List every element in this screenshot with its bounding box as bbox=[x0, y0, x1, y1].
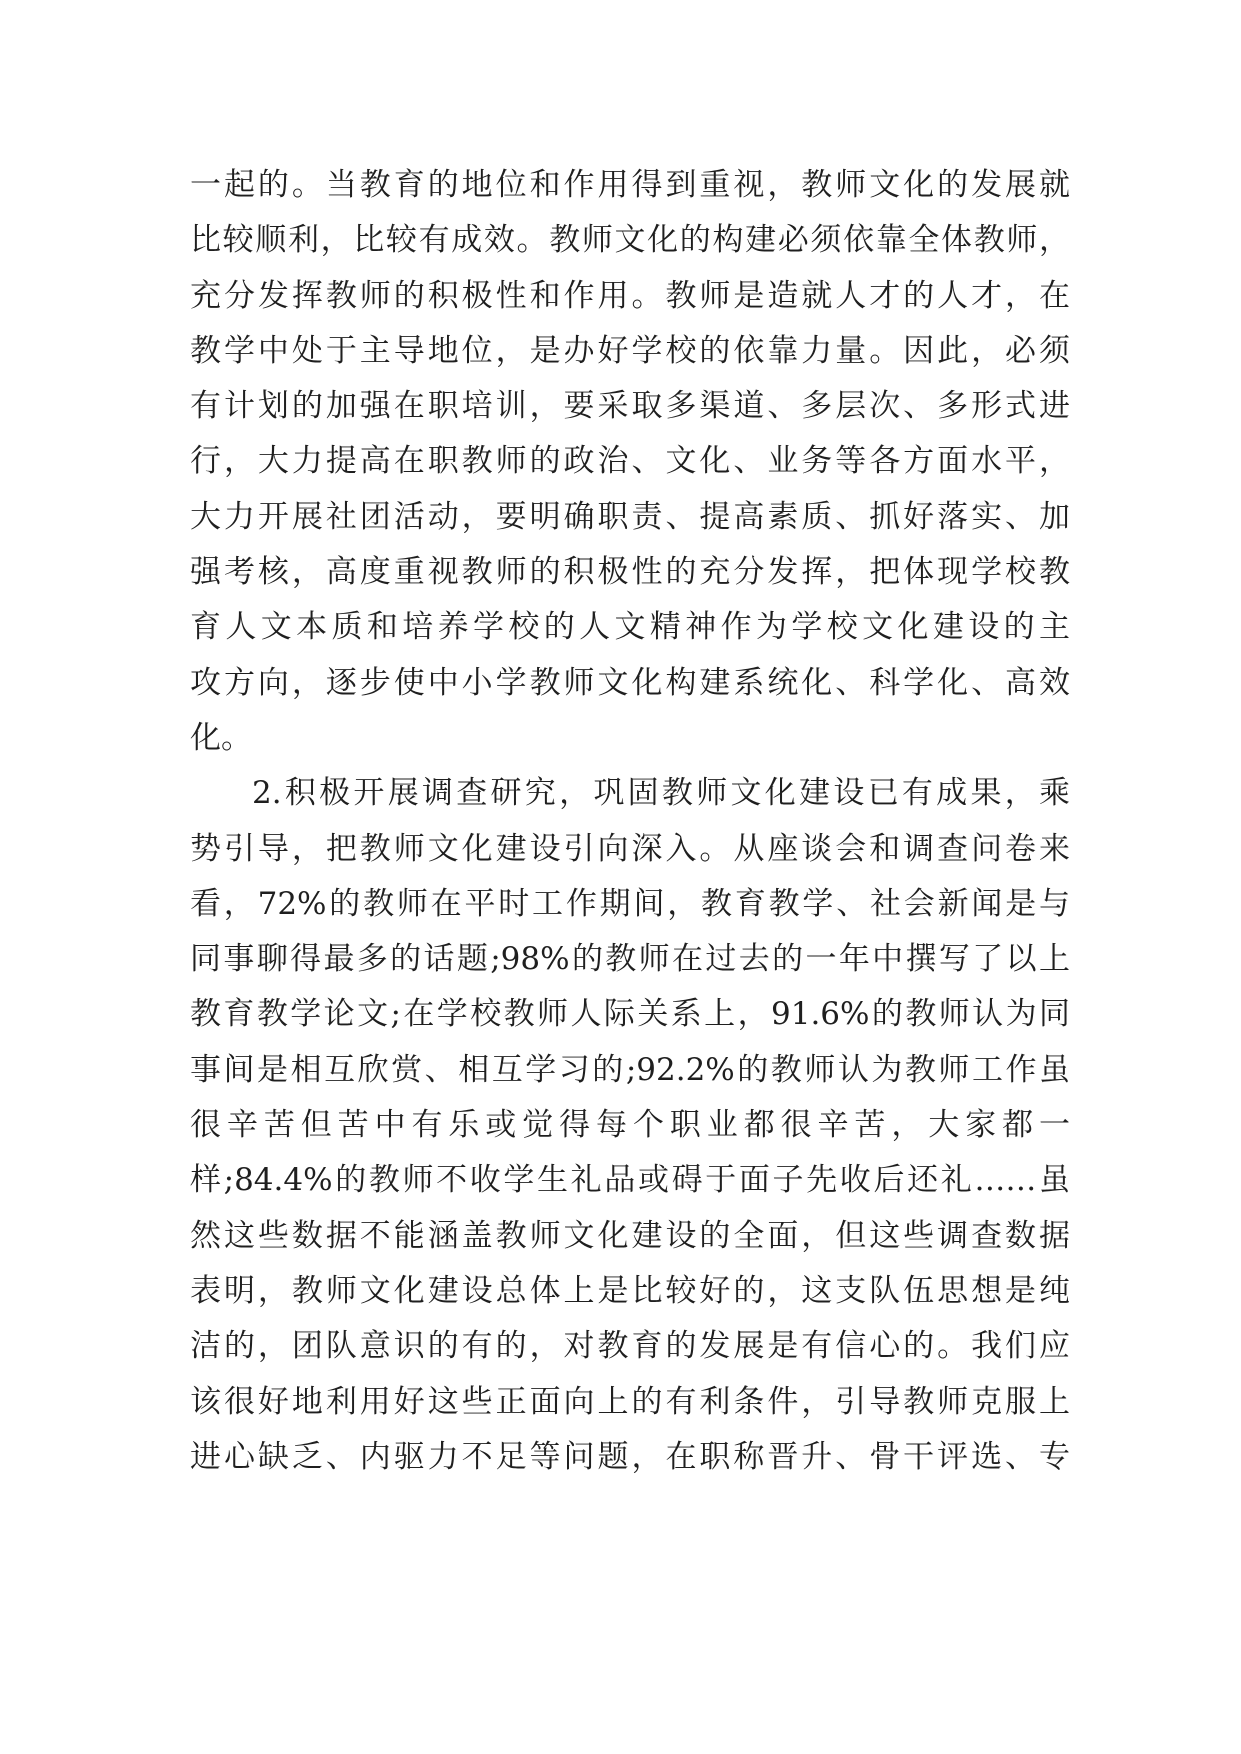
body-text bbox=[190, 158, 1070, 1485]
text-line: 同事聊得最多的话题;98%的教师在过去的一年中撰写了以上 bbox=[190, 941, 1070, 978]
text-line: 事间是相互欣赏、相互学习的;92.2%的教师认为教师工作虽 bbox=[190, 1051, 1070, 1088]
paragraph-1 bbox=[190, 158, 1070, 766]
text-line: 化。 bbox=[190, 719, 252, 756]
text-line: 2.积极开展调查研究，巩固教师文化建设已有成果，乘 bbox=[252, 775, 1070, 812]
text-line: 充分发挥教师的积极性和作用。教师是造就人才的人才，在 bbox=[190, 277, 1070, 314]
text-line: 强考核，高度重视教师的积极性的充分发挥，把体现学校教 bbox=[190, 554, 1070, 591]
text-line: 行，大力提高在职教师的政治、文化、业务等各方面水平， bbox=[190, 443, 1070, 480]
text-line: 表明，教师文化建设总体上是比较好的，这支队伍思想是纯 bbox=[190, 1272, 1070, 1309]
text-line: 有计划的加强在职培训，要采取多渠道、多层次、多形式进 bbox=[190, 388, 1070, 425]
text-line: 然这些数据不能涵盖教师文化建设的全面，但这些调查数据 bbox=[190, 1217, 1070, 1254]
paragraph-2 bbox=[190, 766, 1070, 1485]
text-line: 该很好地利用好这些正面向上的有利条件，引导教师克服上 bbox=[190, 1383, 1070, 1420]
text-line: 教育教学论文;在学校教师人际关系上，91.6%的教师认为同 bbox=[190, 996, 1070, 1033]
text-line: 攻方向，逐步使中小学教师文化构建系统化、科学化、高效 bbox=[190, 664, 1070, 701]
text-line: 样;84.4%的教师不收学生礼品或碍于面子先收后还礼……虽 bbox=[190, 1162, 1070, 1199]
text-line: 育人文本质和培养学校的人文精神作为学校文化建设的主 bbox=[190, 609, 1070, 646]
text-line: 看，72%的教师在平时工作期间，教育教学、社会新闻是与 bbox=[190, 885, 1070, 922]
text-line: 很辛苦但苦中有乐或觉得每个职业都很辛苦，大家都一 bbox=[190, 1107, 1070, 1144]
text-line: 大力开展社团活动，要明确职责、提高素质、抓好落实、加 bbox=[190, 498, 1070, 535]
text-line: 一起的。当教育的地位和作用得到重视，教师文化的发展就 bbox=[190, 167, 1070, 203]
text-line: 比较顺利，比较有成效。教师文化的构建必须依靠全体教师， bbox=[190, 222, 1070, 259]
text-line: 进心缺乏、内驱力不足等问题，在职称晋升、骨干评选、专 bbox=[190, 1438, 1070, 1475]
text-line: 势引导，把教师文化建设引向深入。从座谈会和调查问卷来 bbox=[190, 830, 1070, 867]
text-line: 洁的，团队意识的有的，对教育的发展是有信心的。我们应 bbox=[190, 1328, 1070, 1365]
text-line: 教学中处于主导地位，是办好学校的依靠力量。因此，必须 bbox=[190, 332, 1070, 369]
